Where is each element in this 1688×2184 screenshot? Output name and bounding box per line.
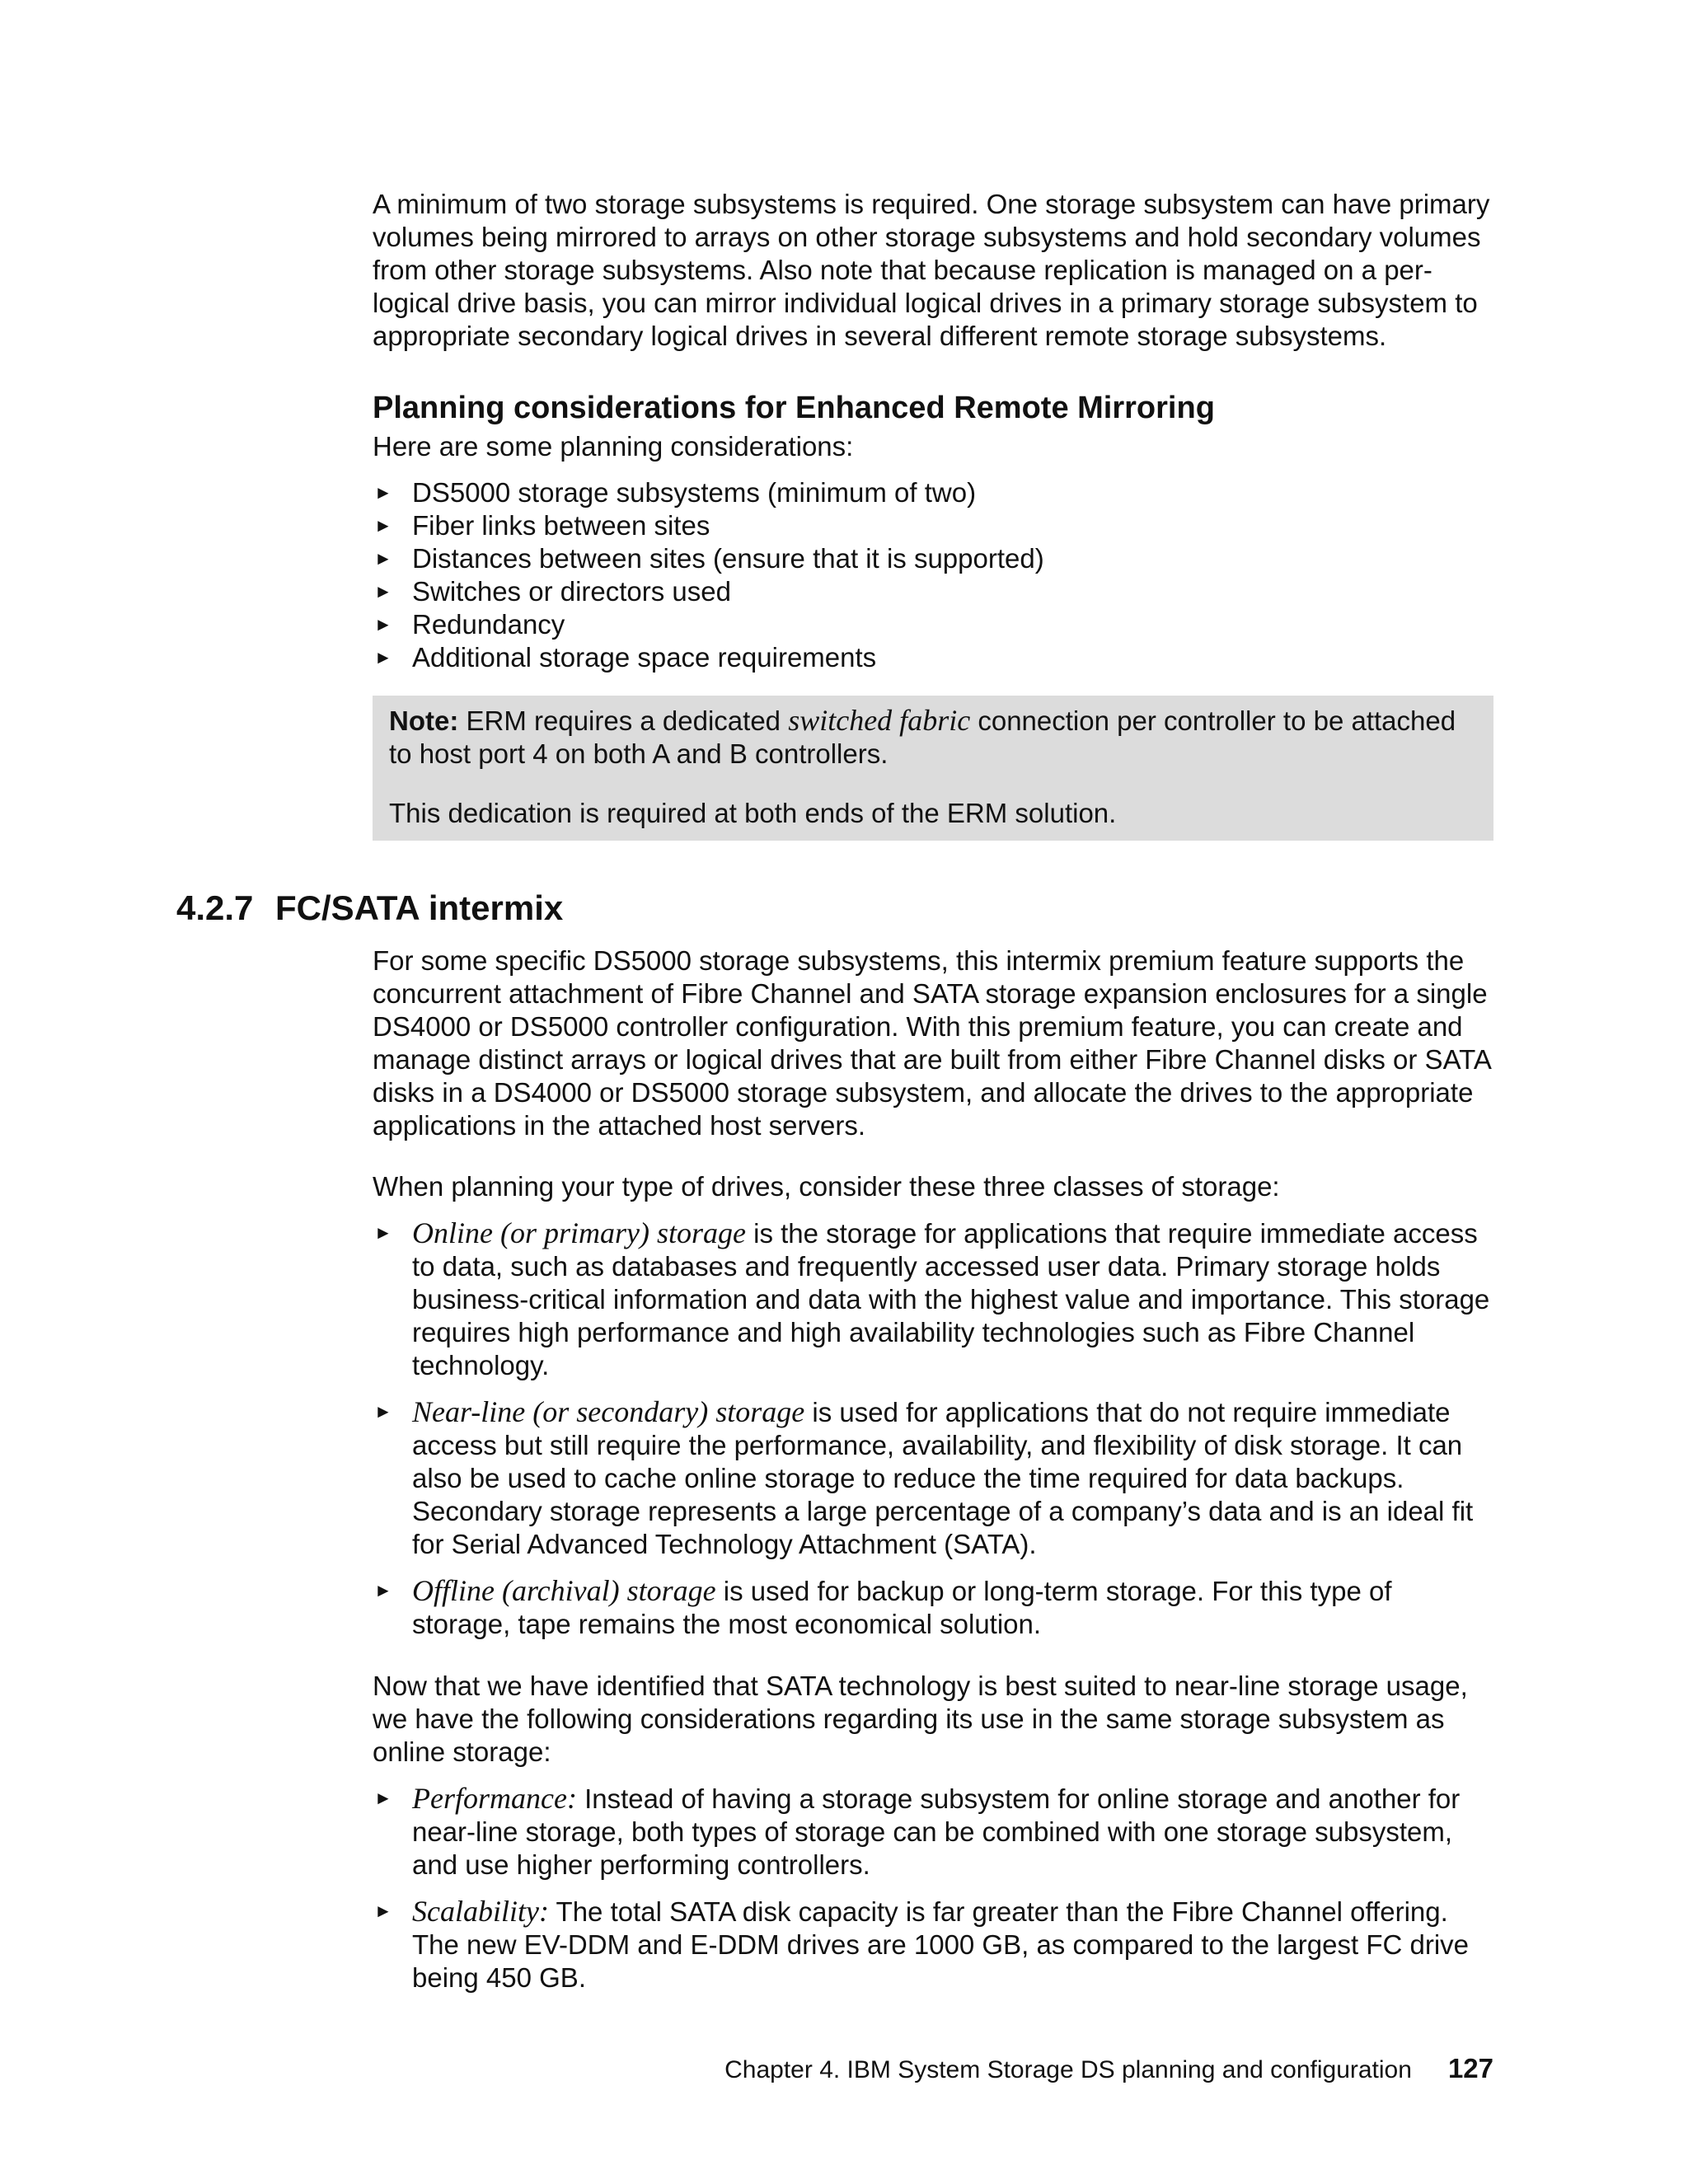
consideration-term: Scalability:: [412, 1895, 549, 1928]
list-item: ► Performance: Instead of having a storage subsystem for online storage and another for near-line storage, both types of storage can be combined with one storage subsystem, and use higher performing controllers.: [374, 1782, 1461, 1880]
triangle-right-bullet-icon: ►: [374, 1900, 392, 1921]
note-italic-term: switched fabric: [788, 704, 971, 737]
consideration-term: Performance:: [412, 1782, 577, 1815]
triangle-right-bullet-icon: ►: [374, 1401, 392, 1422]
class-term: Offline (archival) storage: [412, 1574, 716, 1607]
triangle-right-bullet-icon: ►: [374, 1788, 392, 1808]
storage-classes-list: [373, 1216, 1493, 1654]
list-item: ► Distances between sites (ensure that it is supported): [374, 543, 1044, 574]
list-item: ► Scalability: The total SATA disk capacity is far greater than the Fibre Channel offering. The new EV-DDM and E-DDM drives are 1000 GB, as compared to the largest FC drive being 450 GB.: [374, 1895, 1470, 1993]
list-item: ► Near-line (or secondary) storage is used for applications that do not require immediate access but still require the performance, availability, and flexibility of disk storage. It can also be used to cache online storage to reduce the time required for data backups. Secondary storage represents a large percentage of a company’s data and is an ideal fit for Serial Advanced Technology Attachment (SATA).: [374, 1395, 1474, 1559]
triangle-right-bullet-icon: ►: [374, 581, 392, 602]
list-item: ► Switches or directors used: [374, 576, 731, 607]
footer-chapter: Chapter 4. IBM System Storage DS planning and configuration: [724, 2056, 1412, 2083]
class-term: Near-line (or secondary) storage: [412, 1395, 805, 1428]
list-item: ► DS5000 storage subsystems (minimum of two): [374, 477, 977, 508]
note-second-line: This dedication is required at both ends of the ERM solution.: [389, 798, 1117, 828]
note-box: [373, 696, 1493, 841]
list-item: ► Online (or primary) storage is the storage for applications that require immediate access to data, such as databases and frequently accessed user data. Primary storage holds business-critical information and data with the highest value and importance. This storage requires high performance and high availability technologies such as Fibre Channel technology.: [374, 1216, 1490, 1380]
planning-lead: Here are some planning considerations:: [373, 431, 854, 462]
section-paragraph-2: When planning your type of drives, consider these three classes of storage:: [373, 1171, 1280, 1202]
list-item: ► Additional storage space requirements: [374, 642, 877, 673]
triangle-right-bullet-icon: ►: [374, 614, 392, 635]
triangle-right-bullet-icon: ►: [374, 647, 392, 668]
planning-list: [373, 476, 1493, 674]
planning-heading: Planning considerations for Enhanced Remote Mirroring: [373, 391, 1215, 425]
note-text: Note: ERM requires a dedicated switched fabric connection per controller to be attached to host port 4 on both A and B controllers.: [389, 704, 1456, 769]
triangle-right-bullet-icon: ►: [374, 548, 392, 569]
list-item: ► Offline (archival) storage is used for backup or long-term storage. For this type of storage, tape remains the most economical solution.: [374, 1574, 1392, 1639]
section-heading: [176, 887, 563, 930]
page-number: 127: [1447, 2053, 1493, 2083]
page-footer: [724, 2052, 1493, 2087]
class-term: Online (or primary) storage: [412, 1216, 746, 1249]
list-item: ► Redundancy: [374, 609, 565, 640]
section-number: 4.2.7: [176, 888, 254, 927]
triangle-right-bullet-icon: ►: [374, 1222, 392, 1243]
note-label: Note:: [389, 705, 459, 736]
section-title: FC/SATA intermix: [275, 888, 564, 927]
section-paragraph-3: Now that we have identified that SATA technology is best suited to near-line storage usage, we have the following considerations regarding its use in the same storage subsystem as online storage:: [373, 1671, 1468, 1767]
intro-paragraph: A minimum of two storage subsystems is required. One storage subsystem can have primary volumes being mirrored to arrays on other storage subsystems and hold secondary volumes from other storage subsystems. Also note that because replication is managed on a per-logical drive basis, you can mirror individual logical drives in a primary storage subsystem to appropriate secondary logical drives in several different remote storage subsystems.: [373, 189, 1490, 351]
triangle-right-bullet-icon: ►: [374, 482, 392, 503]
considerations-list: [373, 1782, 1493, 2008]
list-item: ► Fiber links between sites: [374, 510, 710, 541]
triangle-right-bullet-icon: ►: [374, 1580, 392, 1601]
triangle-right-bullet-icon: ►: [374, 515, 392, 536]
section-paragraph-1: For some specific DS5000 storage subsystems, this intermix premium feature supports the concurrent attachment of Fibre Channel and SATA storage expansion enclosures for a single DS4000 or DS5000 controller configuration. With this premium feature, you can create and manage distinct arrays or logical drives that are built from either Fibre Channel disks or SATA disks in a DS4000 or DS5000 storage subsystem, and allocate the drives to the appropriate applications in the attached host servers.: [373, 945, 1491, 1141]
